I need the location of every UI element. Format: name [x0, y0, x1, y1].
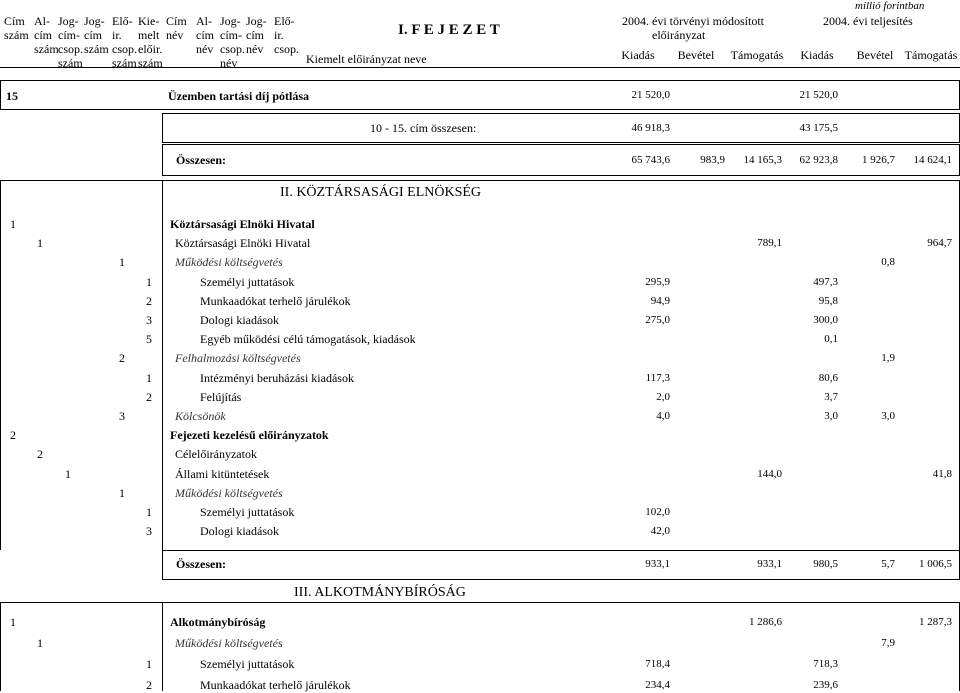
- header-col-3-line-0: Jog-: [84, 14, 105, 28]
- header-col-6-line-0: Cím: [166, 14, 187, 28]
- section2-row-16-code-4: 3: [146, 524, 152, 539]
- section2-row-10-val-3: 3,0: [824, 410, 838, 422]
- section2-row-9-val-0: 2,0: [656, 390, 670, 403]
- section2-row-8-code-4: 1: [146, 370, 152, 385]
- header-col-8-line-1: cím-: [220, 28, 242, 42]
- section2-row-4-val-3: 95,8: [818, 294, 838, 307]
- section3-frame-v: [162, 602, 163, 691]
- header-col-9-line-0: Jog-: [246, 14, 267, 28]
- section2-total-v2: 933,1: [757, 558, 782, 570]
- section3-row-2-val-0: 718,4: [645, 658, 670, 670]
- header-col-2-line-2: csop.: [58, 42, 83, 56]
- section2-row-7-name: Felhalmozási költségvetés: [175, 351, 301, 366]
- row-15-v4: 21 520,0: [799, 89, 838, 101]
- header-col-8-line-0: Jog-: [220, 14, 241, 28]
- section3-row-1-name: Működési költségvetés: [175, 636, 283, 650]
- header-col-2-line-0: Jog-: [58, 14, 79, 28]
- total-v0: 65 743,6: [631, 154, 670, 166]
- section2-row-10-name: Kölcsönök: [175, 409, 226, 423]
- header-col-4-line-3: szám: [112, 56, 137, 70]
- header-col-3-line-1: cím: [84, 28, 102, 42]
- section3-row-3-val-0: 234,4: [645, 679, 670, 691]
- section2-row-16-val-0: 42,0: [650, 525, 670, 538]
- section2-row-4-code-4: 2: [146, 293, 152, 308]
- section2-total-label: Összesen:: [176, 557, 226, 571]
- header-col-7-line-2: név: [196, 42, 214, 56]
- section2-total-v4: 5,7: [881, 558, 895, 570]
- row-15-code: 15: [6, 89, 18, 103]
- section2-row-8-name: Intézményi beruházási kiadások: [200, 370, 354, 385]
- header-col-6-line-1: név: [166, 28, 184, 42]
- section2-row-10-val-4: 3,0: [881, 410, 895, 422]
- header-col-3-line-2: szám: [84, 42, 109, 56]
- section2-row-7-code-3: 2: [119, 351, 125, 366]
- kiemelt-label: Kiemelt előirányzat neve: [306, 52, 427, 66]
- group2-header: 2004. évi teljesítés: [823, 14, 913, 28]
- header-col-4-line-1: ir.: [112, 28, 122, 42]
- section2-row-11-code-0: 2: [10, 428, 16, 443]
- section2-row-14-name: Működési költségvetés: [175, 485, 283, 500]
- section2-row-1-val-2: 789,1: [757, 237, 782, 250]
- header-col-4-line-0: Elő-: [112, 14, 133, 28]
- section2-row-6-name: Egyéb működési célú támogatások, kiadások: [200, 332, 416, 347]
- section2-row-5-name: Dologi kiadások: [200, 313, 279, 327]
- section2-row-14-code-3: 1: [119, 485, 125, 500]
- section2-total-v0: 933,1: [645, 558, 670, 570]
- section2-row-1-val-5: 964,7: [927, 237, 952, 250]
- section2-row-15-name: Személyi juttatások: [200, 505, 295, 519]
- section3-row-3-name: Munkaadókat terhelő járulékok: [200, 678, 351, 692]
- section2-row-15-code-4: 1: [146, 505, 152, 519]
- section2-row-13-val-2: 144,0: [757, 467, 782, 480]
- header-col-4-line-2: csop.: [112, 42, 137, 56]
- section2-row-3-val-3: 497,3: [813, 275, 838, 288]
- header-col-5-line-2: előir.: [138, 42, 163, 56]
- section2-row-13-val-5: 41,8: [932, 467, 952, 480]
- total-v2: 14 165,3: [743, 154, 782, 166]
- subheader-1: Bevétel: [677, 48, 715, 62]
- section2-row-10-val-0: 4,0: [656, 410, 670, 422]
- header-col-5-line-1: melt: [138, 28, 160, 42]
- header-col-8-line-3: név: [220, 56, 238, 70]
- sum-box: [162, 113, 960, 143]
- section3-row-0-val-5: 1 287,3: [919, 616, 952, 628]
- section2-row-8-val-3: 80,6: [818, 371, 838, 384]
- group1-header-2: előirányzat: [652, 28, 706, 42]
- section2-row-0-name: Köztársasági Elnöki Hivatal: [170, 217, 315, 231]
- section2-row-4-name: Munkaadókat terhelő járulékok: [200, 293, 351, 308]
- subheader-2: Támogatás: [730, 48, 784, 62]
- section3-row-2-val-3: 718,3: [813, 658, 838, 670]
- section2-frame-v0: [0, 180, 1, 550]
- section2-row-13-name: Állami kitüntetések: [175, 466, 270, 481]
- section2-row-6-code-4: 5: [146, 332, 152, 347]
- section2-row-5-code-4: 3: [146, 313, 152, 327]
- section3-row-0-name: Alkotmánybíróság: [170, 615, 266, 629]
- section2-row-7-val-4: 1,9: [881, 352, 895, 365]
- section2-top-rule: [0, 180, 960, 181]
- section3-row-2-code-4: 1: [146, 657, 152, 671]
- subheader-4: Bevétel: [856, 48, 894, 62]
- header-col-9-line-2: név: [246, 42, 264, 56]
- section2-row-5-val-0: 275,0: [645, 314, 670, 326]
- sum-v1: 46 918,3: [631, 122, 670, 134]
- section2-row-3-name: Személyi juttatások: [200, 274, 295, 289]
- section2-row-2-name: Működési költségvetés: [175, 255, 283, 270]
- section2-row-11-name: Fejezeti kezelésű előirányzatok: [170, 428, 329, 443]
- total-v3: 62 923,8: [799, 154, 838, 166]
- section2-row-2-code-3: 1: [119, 255, 125, 270]
- section2-row-13-code-2: 1: [65, 466, 71, 481]
- section2-row-9-code-4: 2: [146, 389, 152, 404]
- header-col-5-line-0: Kie-: [138, 14, 160, 28]
- section3-row-1-val-4: 7,9: [881, 637, 895, 649]
- group1-header: 2004. évi törvényi módosított: [622, 14, 764, 28]
- header-col-0-line-0: Cím: [4, 14, 25, 28]
- section2-row-0-code-0: 1: [10, 217, 16, 231]
- section2-frame-v1: [162, 180, 163, 550]
- section2-row-12-name: Célelőirányzatok: [175, 447, 257, 462]
- header-col-2-line-1: cím-: [58, 28, 80, 42]
- subheader-0: Kiadás: [621, 48, 655, 62]
- section3-row-3-val-3: 239,6: [813, 679, 838, 691]
- section2-row-12-code-1: 2: [37, 447, 43, 462]
- total-label: Összesen:: [176, 153, 226, 167]
- section2-row-1-code-1: 1: [37, 236, 43, 251]
- section3-title: III. ALKOTMÁNYBÍRÓSÁG: [294, 585, 466, 600]
- total-v1: 983,9: [700, 154, 725, 166]
- header-col-0-line-1: szám: [4, 28, 29, 42]
- header-col-10-line-0: Elő-: [274, 14, 295, 28]
- section2-row-16-name: Dologi kiadások: [200, 524, 279, 539]
- section2-title: II. KÖZTÁRSASÁGI ELNÖKSÉG: [280, 185, 482, 200]
- sum-v4: 43 175,5: [799, 122, 838, 134]
- section2-row-3-code-4: 1: [146, 274, 152, 289]
- header-col-1-line-2: szám: [34, 42, 59, 56]
- section3-row-0-val-2: 1 286,6: [749, 616, 782, 628]
- section2-row-9-name: Felújítás: [200, 389, 242, 404]
- total-v5: 14 624,1: [913, 154, 952, 166]
- section2-row-15-val-0: 102,0: [645, 506, 670, 518]
- section2-row-9-val-3: 3,7: [824, 390, 838, 403]
- unit-note: millió forintban: [855, 0, 925, 12]
- section3-row-2-name: Személyi juttatások: [200, 657, 295, 671]
- header-col-7-line-1: cím: [196, 28, 214, 42]
- subheader-5: Támogatás: [904, 48, 958, 62]
- section2-total-v5: 1 006,5: [919, 558, 952, 570]
- section3-frame-left: [0, 602, 1, 691]
- section2-row-1-name: Köztársasági Elnöki Hivatal: [175, 236, 311, 251]
- section2-total-v3: 980,5: [813, 558, 838, 570]
- section3-row-1-code-1: 1: [37, 636, 43, 650]
- header-col-1-line-0: Al-: [34, 14, 50, 28]
- section3-top-rule: [0, 602, 960, 603]
- section2-row-8-val-0: 117,3: [645, 371, 670, 384]
- section2-row-6-val-3: 0,1: [824, 333, 838, 346]
- header-col-10-line-1: ir.: [274, 28, 284, 42]
- section2-row-4-val-0: 94,9: [650, 294, 670, 307]
- header-col-5-line-3: szám: [138, 56, 163, 70]
- chapter-title: I. F E J E Z E T: [398, 22, 500, 38]
- section2-row-5-val-3: 300,0: [813, 314, 838, 326]
- header-col-9-line-1: cím: [246, 28, 264, 42]
- header-col-1-line-1: cím: [34, 28, 52, 42]
- row-15-v1: 21 520,0: [631, 89, 670, 101]
- header-rule: [0, 67, 960, 68]
- header-col-7-line-0: Al-: [196, 14, 212, 28]
- sum-label: 10 - 15. cím összesen:: [370, 121, 477, 135]
- section3-row-0-code-0: 1: [10, 615, 16, 629]
- section2-row-3-val-0: 295,9: [645, 275, 670, 288]
- section2-row-10-code-3: 3: [119, 409, 125, 423]
- subheader-3: Kiadás: [800, 48, 834, 62]
- row-15-name: Üzemben tartási díj pótlása: [168, 89, 309, 103]
- header-col-10-line-2: csop.: [274, 42, 299, 56]
- header-col-8-line-2: csop.: [220, 42, 245, 56]
- section3-row-3-code-4: 2: [146, 678, 152, 692]
- section2-row-2-val-4: 0,8: [881, 256, 895, 269]
- header-col-2-line-3: szám: [58, 56, 83, 70]
- total-v4: 1 926,7: [862, 154, 895, 166]
